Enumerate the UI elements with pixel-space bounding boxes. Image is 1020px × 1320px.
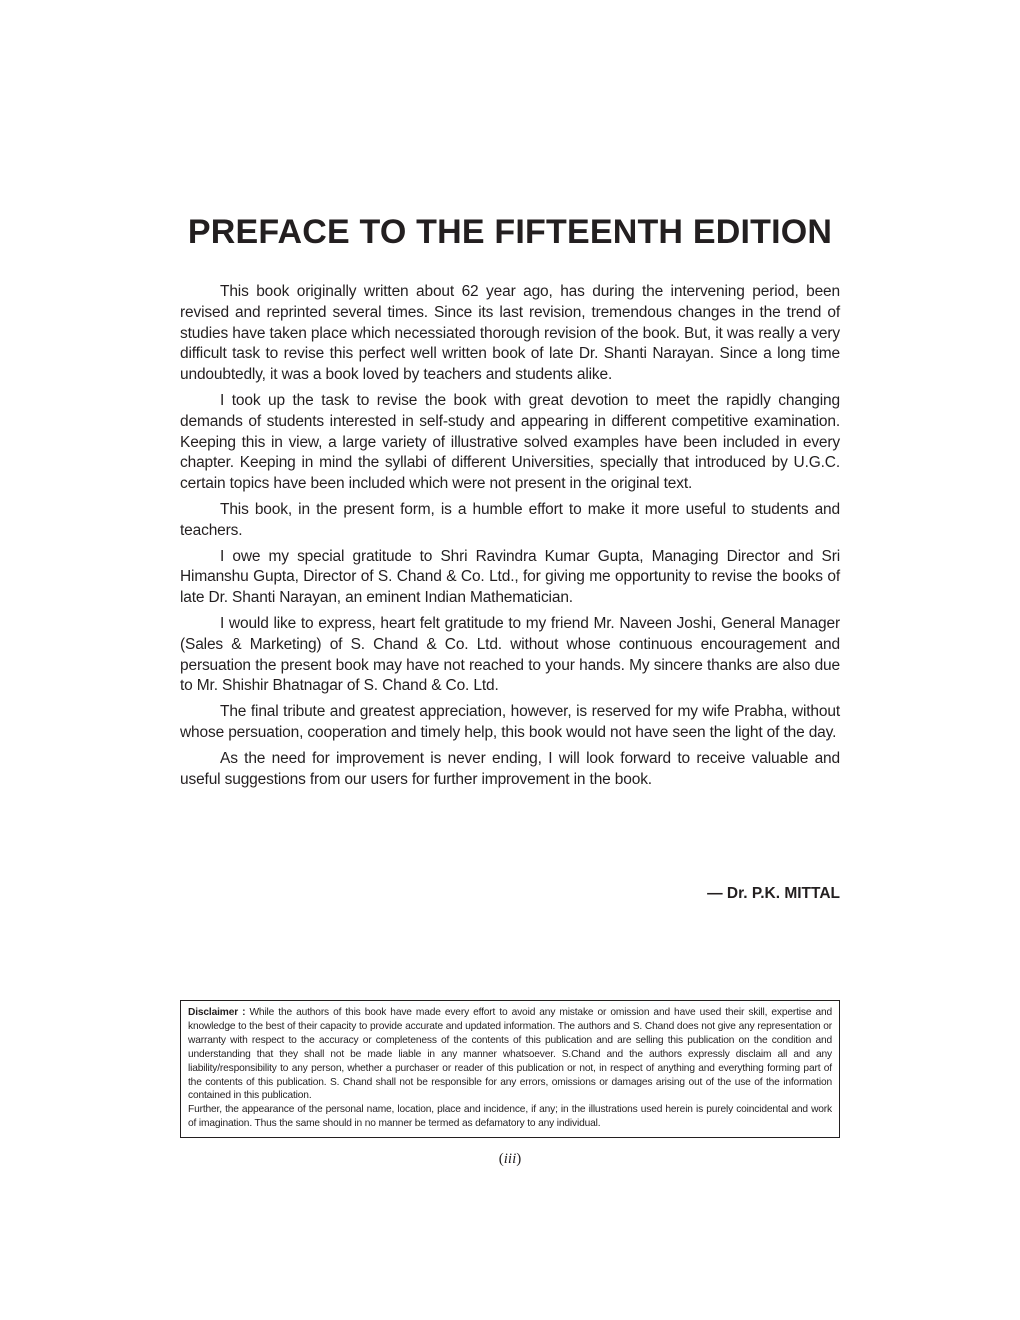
paragraph-3: This book, in the present form, is a humble effort to make it more useful to students and teachers.	[180, 500, 840, 539]
paragraph-2: I took up the task to revise the book with great devotion to meet the rapidly changing demands of students interested in self-study and appearing in different competitive examination. Keeping this in view, a large variety of illustrative solved examples have been included in every chapter. Keeping in mind the syllabi of different Universities, specially that introduced by U.G.C. certain topics have been included which were not present in the original text.	[180, 391, 840, 493]
disclaimer-paragraph-2: Further, the appearance of the personal name, location, place and incidence, if any; in the illustrations used herein is purely coincidental and work of imagination. Thus the same should in no manner be termed as defamatory to any individual.	[188, 1104, 832, 1130]
author-signature: — Dr. P.K. MITTAL	[707, 885, 840, 902]
page-number-roman: iii	[503, 1151, 517, 1167]
disclaimer-paragraph-1	[188, 1006, 832, 1103]
paragraph-4: I owe my special gratitude to Shri Ravindra Kumar Gupta, Managing Director and Sri Himanshu Gupta, Director of S. Chand & Co. Ltd., for giving me opportunity to revise the books of late Dr. Shanti Narayan, an eminent Indian Mathematician.	[180, 547, 840, 607]
paragraph-5: I would like to express, heart felt gratitude to my friend Mr. Naveen Joshi, General Manager (Sales & Marketing) of S. Chand & Co. Ltd. without whose continuous encouragement and persuation the present book may have not reached to your hands. My sincere thanks are also due to Mr. Shishir Bhatnagar of S. Chand & Co. Ltd.	[180, 614, 840, 695]
preface-body	[180, 282, 840, 795]
page-number-close: )	[516, 1151, 522, 1167]
page-title: PREFACE TO THE FIFTEENTH EDITION	[187, 213, 833, 251]
paragraph-7: As the need for improvement is never ending, I will look forward to receive valuable and useful suggestions from our users for further improvement in the book.	[180, 749, 840, 788]
page-number	[0, 1150, 1020, 1168]
paragraph-6: The final tribute and greatest appreciation, however, is reserved for my wife Prabha, without whose persuation, cooperation and timely help, this book would not have seen the light of the day.	[180, 703, 840, 741]
paragraph-1: This book originally written about 62 year ago, has during the intervening period, been revised and reprinted several times. Since its last revision, tremendous changes in the trend of studies have taken place which necessiated thorough revision of the book. But, it was really a very difficult task to revise this perfect well written book of late Dr. Shanti Narayan. Since a long time undoubtedly, it was a book loved by teachers and students alike.	[180, 283, 840, 384]
disclaimer-box	[180, 1000, 840, 1138]
disclaimer-text: While the authors of this book have made every effort to avoid any mistake or omission and have used their skill, expertise and knowledge to the best of their capacity to provide accurate and updated information. The authors and S. Chand does not give any representation or warranty with respect to the accuracy or completeness of the contents of this publication and are selling this publication on the condition and understanding that they shall not be made liable in any manner whatsoever. S.Chand and the authors expressly disclaim all and any liability/responsibility to any person, whether a purchaser or reader of this publication or not, in respect of anything and everything forming part of the contents of this publication. S. Chand shall not be responsible for any errors, omissions or damages arising out of the use of the information contained in this publication.	[188, 1007, 832, 1102]
disclaimer-label: Disclaimer :	[188, 1007, 246, 1018]
page-number-open: (	[498, 1151, 504, 1167]
